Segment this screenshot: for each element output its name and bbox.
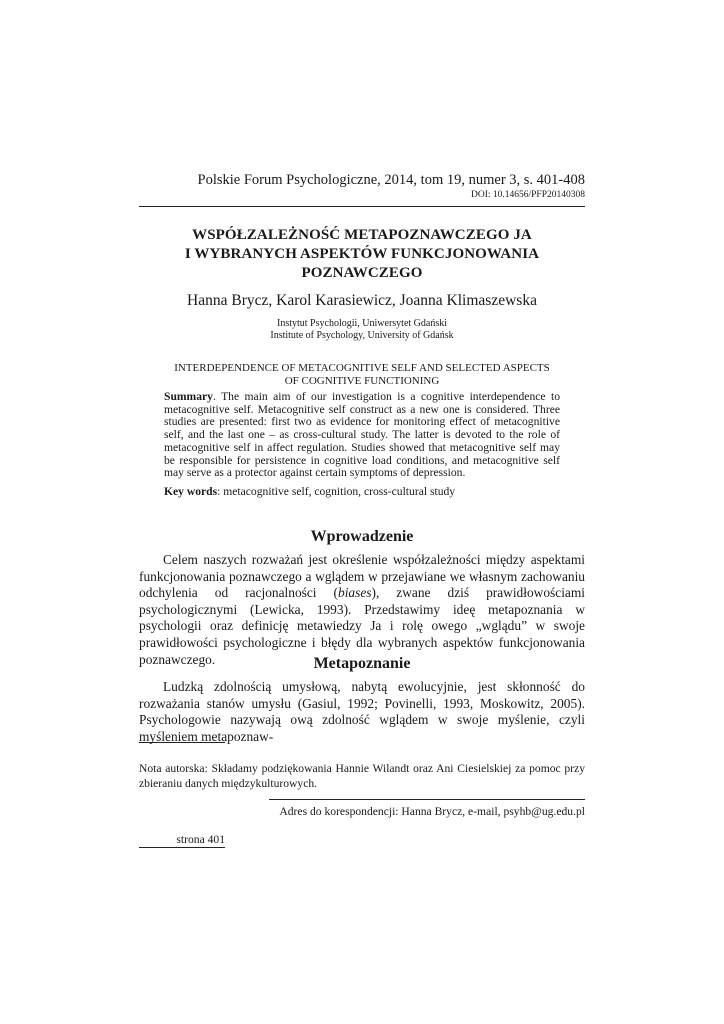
section-heading-introduction: Wprowadzenie (310, 528, 414, 545)
paper-title (139, 226, 585, 283)
section-heading-metacognition: Metapoznanie (313, 655, 411, 672)
summary-text: . The main aim of our investigation is a cognitive interdependence to metacognitive self. Metacognitive self construct as a new one is considered. Three studies are presented: first two as evidence for monitoring effect of metacognitive self, and the last one – as cross-cultural study. The latter is devoted to the role of metacognitive self in affect regulation. Studies showed that metacognitive self may be responsible for persistence in cognitive load conditions, and metacognitive self may serve as a protector against certain symptoms of depression. (164, 390, 560, 480)
doi: DOI: 10.14656/PFP20140308 (470, 190, 585, 200)
journal-citation: Polskie Forum Psychologiczne, 2014, tom 19, numer 3, s. 401-408 (197, 172, 585, 188)
correspondence-address: Adres do korespondencji: Hanna Brycz, e-mail, psyhb@ug.edu.pl (279, 805, 585, 818)
keywords (164, 485, 560, 498)
title-line-1: WSPÓŁZALEŻNOŚĆ METAPOZNAWCZEGO JA (192, 227, 532, 243)
footnote-rule (139, 742, 225, 743)
introduction-paragraph (139, 552, 585, 668)
affiliation (139, 318, 585, 342)
summary (164, 391, 560, 480)
title-line-2: I WYBRANYCH ASPEKTÓW FUNKCJONOWANIA (184, 246, 540, 262)
keywords-label: Key words (164, 485, 218, 498)
english-title-line-2: OF COGNITIVE FUNCTIONING (284, 375, 440, 387)
title-line-3: POZNAWCZEGO (301, 265, 423, 281)
metacognition-paragraph: Ludzką zdolnością umysłową, nabytą ewolucyjnie, jest skłonność do rozważania stanów umysłu (Gasiul, 1992; Povinelli, 1993, Moskowitz, 2005). Psychologowie nazywają ową zdolność wglądem w swoje myślenie, czyli myśleniem metapoznaw- (139, 679, 585, 744)
english-title (139, 362, 585, 388)
paper-page (139, 0, 585, 1024)
summary-label: Summary (164, 390, 213, 403)
header-rule (139, 206, 585, 207)
keywords-text: : metacognitive self, cognition, cross-cultural study (217, 485, 456, 498)
english-title-line-1: INTERDEPENDENCE OF METACOGNITIVE SELF AND SELECTED ASPECTS (174, 362, 550, 374)
affiliation-polish: Instytut Psychologii, Uniwersytet Gdański (277, 318, 447, 329)
intro-text-after: ), zwane dziś prawidłowościami psychologicznymi (Lewicka, 1993). Przedstawimy ideę metapoznania w psychologii oraz definicję metawiedzy Ja i rolę owego „wglądu” w swoje prawidłowości psychologiczne i błędy dla wybranych aspektów funkcjonowania poznawczego. (139, 585, 585, 667)
intro-text-before: Celem naszych rozważań jest określenie współzależności między aspektami funkcjonowania poznawczego a wglądem w przejawiane we własnym zachowaniu odchylenia od racjonalności ( (139, 552, 585, 601)
authors: Hanna Brycz, Karol Karasiewicz, Joanna Klimaszewska (187, 292, 537, 309)
intro-italic-term: biases (338, 585, 372, 601)
page-number: strona 401 (139, 833, 225, 848)
address-rule (269, 799, 585, 800)
affiliation-english: Institute of Psychology, University of Gdańsk (270, 330, 454, 341)
author-note: Nota autorska: Składamy podziękowania Hannie Wilandt oraz Ani Ciesielskiej za pomoc przy zbieraniu danych międzykulturowych. (139, 762, 585, 790)
